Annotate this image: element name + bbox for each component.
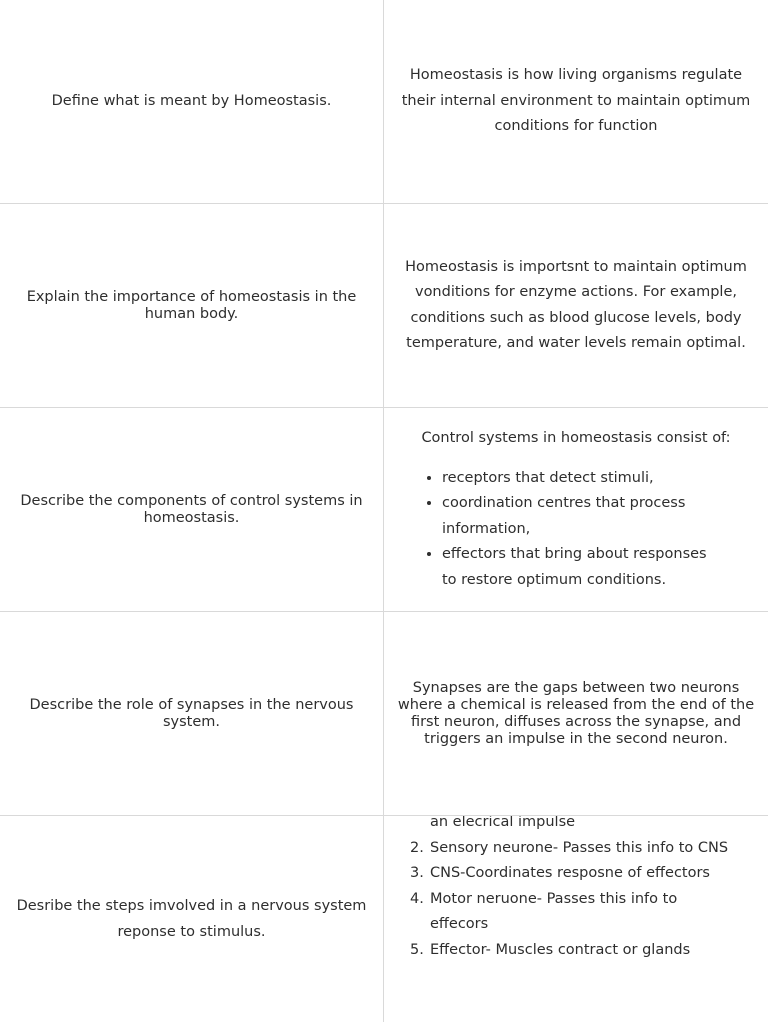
- scrolled-definition: [384, 816, 768, 963]
- term-text: Describe the role of synapses in the nervous system.: [29, 696, 354, 730]
- term-text: Explain the importance of homeostasis in the human body.: [26, 288, 357, 322]
- definition-text: Synapses are the gaps between two neurons where a chemical is released from the end of the first neuron, diffuses across the synapse, and triggers an impulse in the second neuron.: [397, 679, 755, 747]
- card-definition: [384, 204, 768, 407]
- definition-intro: Control systems in homeostasis consist of:: [421, 430, 731, 446]
- card-definition: [384, 612, 768, 815]
- card-definition: [384, 408, 768, 611]
- term-text: Describe the components of control systems in homeostasis.: [20, 492, 363, 526]
- card-term: [0, 204, 384, 407]
- list-item: • effectors that bring about responses to restore optimum conditions.: [442, 542, 756, 593]
- term-text: Desribe the steps imvolved in a nervous system reponse to stimulus.: [16, 898, 367, 940]
- flashcard-row: [0, 816, 768, 1022]
- card-term: [0, 816, 384, 1022]
- step-item: Effector- Muscles contract or glands: [430, 941, 691, 958]
- step-item: Motor neruone- Passes this info to effecors: [430, 890, 678, 932]
- flashcard-row: [0, 612, 768, 816]
- continued-text: an elecrical impulse: [430, 816, 576, 830]
- flashcard-row: [0, 0, 768, 204]
- card-term: [0, 612, 384, 815]
- term-text: Define what is meant by Homeostasis.: [51, 93, 332, 109]
- card-definition: [384, 816, 768, 1022]
- flashcard-row: [0, 204, 768, 408]
- definition-text: Homeostasis is importsnt to maintain optimum vonditions for enzyme actions. For example, conditions such as blood glucose levels, body temperature, and water levels remain optimal.: [405, 258, 747, 351]
- step-item: CNS-Coordinates resposne of effectors: [430, 865, 710, 881]
- definition-list: [396, 466, 756, 594]
- card-term: [0, 0, 384, 203]
- steps-list: [384, 836, 768, 964]
- definition-text: Homeostasis is how living organisms regulate their internal environment to maintain optimum conditions for function: [401, 67, 751, 135]
- list-item: • receptors that detect stimuli,: [442, 466, 756, 492]
- list-item: • coordination centres that process information,: [442, 491, 756, 542]
- card-term: [0, 408, 384, 611]
- card-definition: [384, 0, 768, 203]
- flashcard-row: [0, 408, 768, 612]
- step-item: Sensory neurone- Passes this info to CNS: [430, 839, 729, 856]
